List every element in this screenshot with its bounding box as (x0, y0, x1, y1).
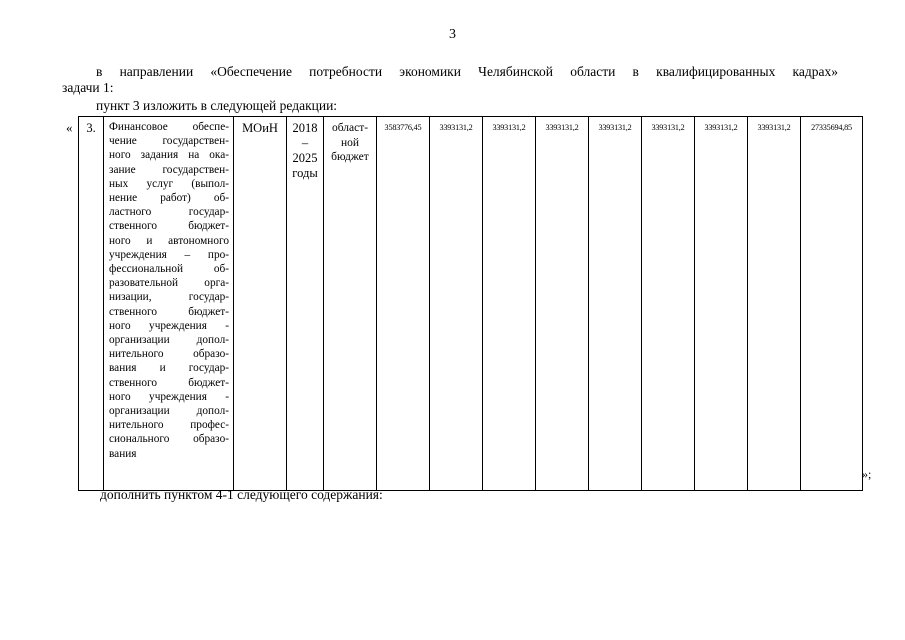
item-name-line: ственного бюджет- (109, 305, 229, 318)
opening-quote: « (66, 120, 73, 135)
intro-task-text: задачи 1: (62, 80, 114, 95)
period-line: 2018 (292, 121, 318, 135)
closing-quote: »; (862, 467, 872, 481)
year-value-cell: 3393131,2 (695, 117, 748, 491)
item-name-text (104, 117, 233, 461)
year-value-cell: 3583776,45 (377, 117, 430, 491)
funding-source-line: ной (340, 136, 360, 149)
page-number: 3 (449, 27, 456, 42)
item-name-line: нительного образо- (109, 348, 229, 361)
period-cell (287, 117, 324, 491)
period-line: – (301, 136, 309, 150)
item-name-line: ных услуг (выпол- (109, 177, 229, 190)
item-name-line: организации допол- (109, 405, 229, 418)
item-name-line: вания (109, 447, 137, 460)
item-name-line: чение государствен- (109, 135, 229, 148)
item-name-line: сионального образо- (109, 433, 229, 446)
item-name-line: низации, государ- (109, 291, 229, 304)
item-name-line: ного учреждения - (109, 390, 229, 403)
program-table (78, 116, 863, 491)
funding-source-cell (324, 117, 377, 491)
item-name-line: ственного бюджет- (109, 220, 229, 233)
year-value-cell: 3393131,2 (642, 117, 695, 491)
year-value-cell: 3393131,2 (748, 117, 801, 491)
outro-text: дополнить пунктом 4-1 следующего содержания: (100, 487, 383, 502)
item-name-line: нение работ) об- (109, 192, 229, 205)
intro-item-text: пункт 3 изложить в следующей редакции: (96, 98, 338, 113)
item-name-line: ного задания на ока- (109, 149, 229, 162)
period-line: годы (292, 166, 318, 180)
funding-source-line: бюджет (331, 151, 369, 163)
item-name-line: зание государствен- (109, 163, 229, 176)
item-name-line: организации допол- (109, 334, 229, 347)
year-value-cell: 3393131,2 (536, 117, 589, 491)
item-name-line: ного учреждения - (109, 319, 229, 332)
executor-cell: МОиН (234, 117, 287, 491)
item-name-line: ственного бюджет- (109, 376, 229, 389)
period-line: 2025 (292, 151, 318, 165)
item-number-cell: 3. (79, 117, 104, 491)
item-name-line: вания и государ- (109, 362, 229, 375)
item-name-line: ластного государ- (109, 206, 229, 219)
table-row (79, 117, 863, 491)
item-name-line: нительного профес- (109, 419, 229, 432)
year-value-cell: 3393131,2 (589, 117, 642, 491)
item-name-line: ного и автономного (109, 234, 229, 247)
item-name-line: разовательной орга- (109, 277, 229, 290)
item-name-line: фессиональной об- (109, 263, 229, 276)
item-name-line: учреждения – про- (109, 248, 229, 261)
item-name-cell (104, 117, 234, 491)
item-name-line: Финансовое обеспе- (109, 121, 229, 133)
intro-direction-text: в направлении «Обеспечение потребности экономики Челябинской области в квалифицированных кадрах» (96, 64, 838, 79)
year-value-cell: 3393131,2 (430, 117, 483, 491)
year-value-cell: 3393131,2 (483, 117, 536, 491)
funding-source-line: област- (331, 122, 369, 134)
total-value-cell: 27335694,85 (801, 117, 863, 491)
